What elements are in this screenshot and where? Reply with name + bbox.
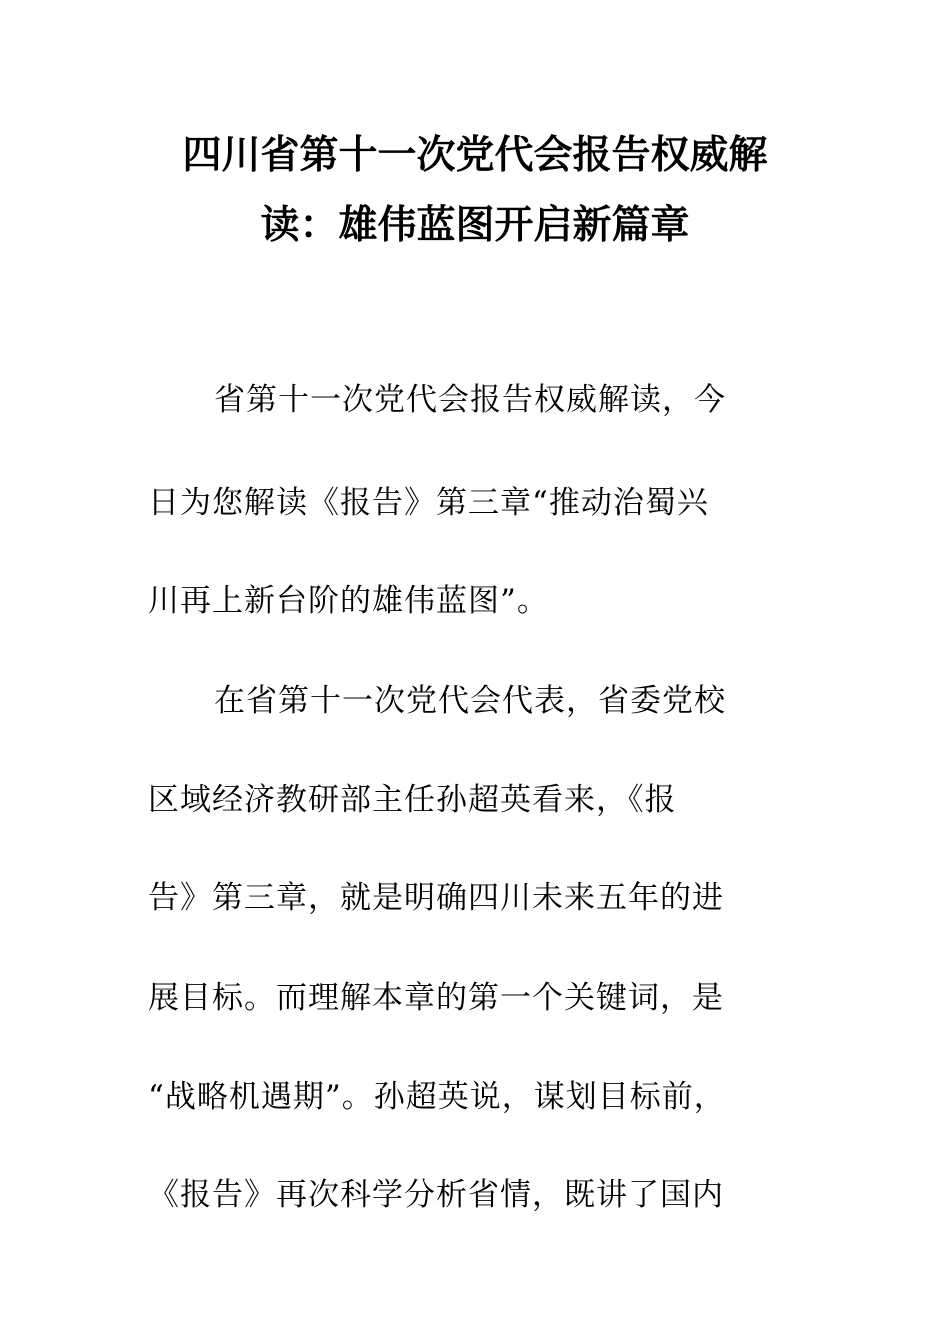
document-title-line-1: 四川省第十一次党代会报告权威解 [182, 132, 768, 178]
body-line-3: 川再上新台阶的雄伟蓝图”。 [148, 583, 549, 619]
body-line-5: 区域经济教研部主任孙超英看来，《报 [148, 782, 677, 818]
body-line-2: 日为您解读《报告》第三章“推动治蜀兴 [148, 485, 709, 521]
body-line-4: 在省第十一次党代会代表，省委党校 [214, 683, 726, 719]
body-line-7: 展目标。而理解本章的第一个关键词，是 [148, 980, 724, 1016]
body-line-9: 《报告》再次科学分析省情，既讲了国内 [148, 1177, 724, 1213]
body-line-1: 省第十一次党代会报告权威解读，今 [214, 382, 726, 418]
body-line-8: “战略机遇期”。孙超英说，谋划目标前， [148, 1079, 726, 1115]
body-line-6: 告》第三章，就是明确四川未来五年的进 [148, 880, 724, 916]
document-title-line-2: 读：雄伟蓝图开启新篇章 [260, 202, 690, 248]
